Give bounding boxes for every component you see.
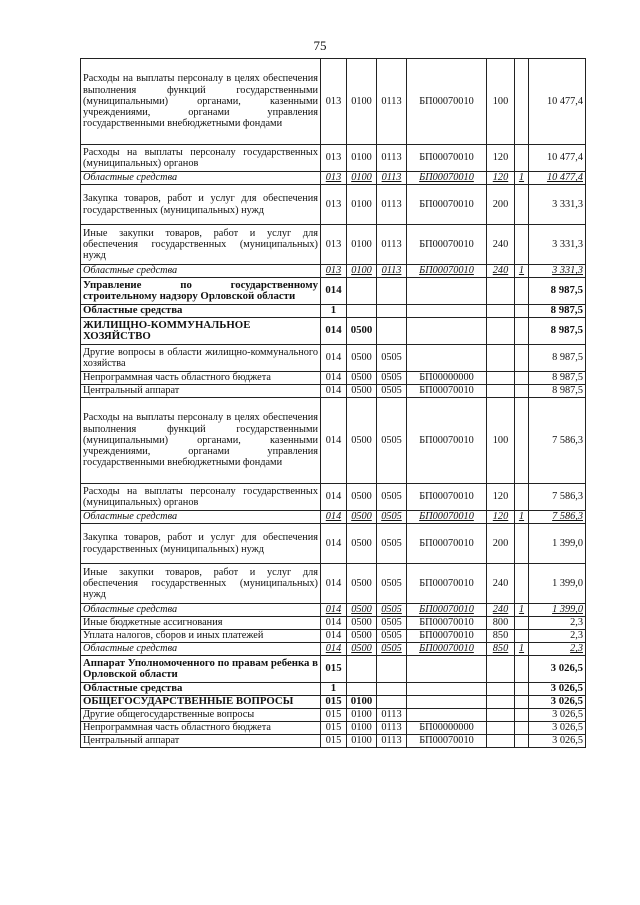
- row-admin-code: 013: [321, 172, 347, 185]
- table-row: [81, 265, 586, 278]
- row-amount: 8 987,5: [529, 372, 586, 385]
- row-target-code: [407, 278, 487, 305]
- table-row: [81, 372, 586, 385]
- table-row: [81, 722, 586, 735]
- row-source-code: [515, 735, 529, 748]
- row-expense-type-code: 120: [487, 145, 515, 172]
- row-expense-type-code: 850: [487, 630, 515, 643]
- row-expense-type-code: 800: [487, 617, 515, 630]
- row-section-code: 0100: [347, 709, 377, 722]
- row-amount: 8 987,5: [529, 385, 586, 398]
- row-source-code: [515, 484, 529, 511]
- row-admin-code: 013: [321, 145, 347, 172]
- row-amount: 3 026,5: [529, 722, 586, 735]
- row-target-code: [407, 683, 487, 696]
- row-admin-code: 015: [321, 735, 347, 748]
- row-subsection-code: [377, 683, 407, 696]
- row-expense-type-code: 200: [487, 524, 515, 564]
- page-number: 75: [313, 38, 327, 53]
- row-amount: 8 987,5: [529, 278, 586, 305]
- row-section-code: 0100: [347, 185, 377, 225]
- row-section-code: 0100: [347, 59, 377, 145]
- row-expense-type-code: 240: [487, 265, 515, 278]
- row-expense-type-code: [487, 345, 515, 372]
- row-amount: 3 331,3: [529, 265, 586, 278]
- row-admin-code: 014: [321, 398, 347, 484]
- row-name: Иные закупки товаров, работ и услуг для обеспечения государственных (муниципальных) нужд: [81, 225, 321, 265]
- row-admin-code: 015: [321, 696, 347, 709]
- row-amount: 7 586,3: [529, 398, 586, 484]
- table-row: [81, 735, 586, 748]
- row-subsection-code: 0505: [377, 524, 407, 564]
- row-target-code: [407, 709, 487, 722]
- row-amount: 2,3: [529, 643, 586, 656]
- row-source-code: [515, 722, 529, 735]
- row-name: Расходы на выплаты персоналу государственных (муниципальных) органов: [81, 145, 321, 172]
- row-subsection-code: 0505: [377, 372, 407, 385]
- row-name: Расходы на выплаты персоналу в целях обеспечения выполнения функций государственными (муниципальными) органами, казенными учреждениями, органами управления государственными внебюджетными фондами: [81, 59, 321, 145]
- row-target-code: БП00070010: [407, 511, 487, 524]
- row-target-code: БП00070010: [407, 225, 487, 265]
- row-name: Управление по государственному строительному надзору Орловской области: [81, 278, 321, 305]
- row-section-code: 0500: [347, 524, 377, 564]
- table-row: [81, 630, 586, 643]
- row-section-code: 0500: [347, 484, 377, 511]
- row-section-code: 0500: [347, 564, 377, 604]
- table-row: [81, 318, 586, 345]
- row-target-code: БП00070010: [407, 59, 487, 145]
- row-section-code: 0100: [347, 696, 377, 709]
- row-section-code: 0100: [347, 722, 377, 735]
- row-source-code: [515, 683, 529, 696]
- row-admin-code: 014: [321, 630, 347, 643]
- row-amount: 8 987,5: [529, 305, 586, 318]
- row-subsection-code: 0505: [377, 398, 407, 484]
- row-admin-code: 014: [321, 345, 347, 372]
- table-row: [81, 564, 586, 604]
- row-subsection-code: 0113: [377, 722, 407, 735]
- row-expense-type-code: 240: [487, 225, 515, 265]
- row-amount: 1 399,0: [529, 604, 586, 617]
- row-section-code: 0500: [347, 318, 377, 345]
- row-admin-code: 014: [321, 604, 347, 617]
- row-name: Иные закупки товаров, работ и услуг для обеспечения государственных (муниципальных) нужд: [81, 564, 321, 604]
- row-target-code: БП00070010: [407, 172, 487, 185]
- row-target-code: БП00000000: [407, 372, 487, 385]
- table-row: [81, 511, 586, 524]
- row-section-code: 0500: [347, 398, 377, 484]
- row-source-code: [515, 656, 529, 683]
- row-subsection-code: 0113: [377, 59, 407, 145]
- row-source-code: [515, 696, 529, 709]
- row-amount: 8 987,5: [529, 345, 586, 372]
- row-name: Закупка товаров, работ и услуг для обеспечения государственных (муниципальных) нужд: [81, 524, 321, 564]
- row-admin-code: 014: [321, 385, 347, 398]
- row-source-code: [515, 398, 529, 484]
- row-admin-code: 1: [321, 305, 347, 318]
- row-amount: 7 586,3: [529, 511, 586, 524]
- row-source-code: [515, 278, 529, 305]
- row-expense-type-code: 120: [487, 172, 515, 185]
- row-target-code: БП00070010: [407, 185, 487, 225]
- row-section-code: 0500: [347, 345, 377, 372]
- row-amount: 2,3: [529, 630, 586, 643]
- row-expense-type-code: [487, 696, 515, 709]
- table-row: [81, 484, 586, 511]
- row-admin-code: 013: [321, 225, 347, 265]
- row-expense-type-code: 120: [487, 484, 515, 511]
- row-source-code: 1: [515, 172, 529, 185]
- row-name: Аппарат Уполномоченного по правам ребенка в Орловской области: [81, 656, 321, 683]
- table-row: [81, 696, 586, 709]
- row-admin-code: 015: [321, 656, 347, 683]
- row-amount: 10 477,4: [529, 59, 586, 145]
- row-subsection-code: 0113: [377, 735, 407, 748]
- row-subsection-code: 0505: [377, 385, 407, 398]
- row-admin-code: 015: [321, 709, 347, 722]
- row-source-code: 1: [515, 643, 529, 656]
- row-target-code: [407, 305, 487, 318]
- table-row: [81, 683, 586, 696]
- row-source-code: [515, 709, 529, 722]
- row-name: Центральный аппарат: [81, 735, 321, 748]
- row-subsection-code: [377, 318, 407, 345]
- row-name: Областные средства: [81, 511, 321, 524]
- row-amount: 3 026,5: [529, 709, 586, 722]
- row-amount: 3 331,3: [529, 185, 586, 225]
- row-admin-code: 014: [321, 278, 347, 305]
- row-name: Непрограммная часть областного бюджета: [81, 372, 321, 385]
- row-target-code: БП00070010: [407, 617, 487, 630]
- row-expense-type-code: [487, 656, 515, 683]
- table-row: [81, 643, 586, 656]
- row-subsection-code: 0113: [377, 709, 407, 722]
- row-admin-code: 014: [321, 484, 347, 511]
- row-amount: 2,3: [529, 617, 586, 630]
- row-expense-type-code: [487, 385, 515, 398]
- row-source-code: 1: [515, 604, 529, 617]
- row-target-code: БП00070010: [407, 385, 487, 398]
- row-amount: 3 026,5: [529, 656, 586, 683]
- row-source-code: [515, 564, 529, 604]
- row-target-code: БП00070010: [407, 484, 487, 511]
- row-name: Расходы на выплаты персоналу государственных (муниципальных) органов: [81, 484, 321, 511]
- row-subsection-code: [377, 278, 407, 305]
- row-subsection-code: 0505: [377, 604, 407, 617]
- row-expense-type-code: [487, 305, 515, 318]
- row-amount: 7 586,3: [529, 484, 586, 511]
- table-row: [81, 656, 586, 683]
- row-amount: 10 477,4: [529, 145, 586, 172]
- table-row: [81, 345, 586, 372]
- row-admin-code: 013: [321, 265, 347, 278]
- row-source-code: [515, 185, 529, 225]
- row-target-code: БП00070010: [407, 398, 487, 484]
- row-section-code: [347, 278, 377, 305]
- table-row: [81, 524, 586, 564]
- row-source-code: 1: [515, 265, 529, 278]
- row-section-code: 0100: [347, 735, 377, 748]
- row-subsection-code: 0505: [377, 564, 407, 604]
- row-target-code: БП00070010: [407, 564, 487, 604]
- row-target-code: БП00070010: [407, 145, 487, 172]
- row-name: Центральный аппарат: [81, 385, 321, 398]
- row-source-code: [515, 145, 529, 172]
- row-subsection-code: 0113: [377, 265, 407, 278]
- row-section-code: 0500: [347, 385, 377, 398]
- row-expense-type-code: 850: [487, 643, 515, 656]
- row-amount: 10 477,4: [529, 172, 586, 185]
- row-admin-code: 014: [321, 617, 347, 630]
- row-admin-code: 014: [321, 318, 347, 345]
- row-section-code: 0100: [347, 172, 377, 185]
- row-section-code: 0500: [347, 604, 377, 617]
- row-admin-code: 014: [321, 643, 347, 656]
- row-target-code: БП00070010: [407, 265, 487, 278]
- row-expense-type-code: 200: [487, 185, 515, 225]
- row-expense-type-code: 100: [487, 59, 515, 145]
- row-name: Областные средства: [81, 643, 321, 656]
- row-name: Другие вопросы в области жилищно-коммунального хозяйства: [81, 345, 321, 372]
- row-expense-type-code: [487, 372, 515, 385]
- row-section-code: 0100: [347, 145, 377, 172]
- table-row: [81, 305, 586, 318]
- table-row: [81, 709, 586, 722]
- row-admin-code: 014: [321, 372, 347, 385]
- row-admin-code: 1: [321, 683, 347, 696]
- row-name: Областные средства: [81, 265, 321, 278]
- row-target-code: БП00070010: [407, 735, 487, 748]
- row-subsection-code: 0505: [377, 484, 407, 511]
- row-source-code: [515, 372, 529, 385]
- row-subsection-code: 0113: [377, 225, 407, 265]
- row-target-code: БП00000000: [407, 722, 487, 735]
- row-section-code: [347, 305, 377, 318]
- row-source-code: [515, 225, 529, 265]
- row-name: Непрограммная часть областного бюджета: [81, 722, 321, 735]
- row-amount: 1 399,0: [529, 564, 586, 604]
- row-name: Областные средства: [81, 604, 321, 617]
- table-row: [81, 604, 586, 617]
- table-body: [81, 59, 586, 748]
- table-row: [81, 185, 586, 225]
- row-source-code: [515, 385, 529, 398]
- row-name: Областные средства: [81, 683, 321, 696]
- row-source-code: [515, 59, 529, 145]
- row-subsection-code: [377, 656, 407, 683]
- row-admin-code: 013: [321, 59, 347, 145]
- row-subsection-code: 0505: [377, 511, 407, 524]
- table-row: [81, 385, 586, 398]
- table-row: [81, 225, 586, 265]
- row-target-code: [407, 318, 487, 345]
- row-section-code: 0500: [347, 617, 377, 630]
- row-name: Уплата налогов, сборов и иных платежей: [81, 630, 321, 643]
- row-target-code: БП00070010: [407, 643, 487, 656]
- table-row: [81, 59, 586, 145]
- row-name: Иные бюджетные ассигнования: [81, 617, 321, 630]
- row-amount: 1 399,0: [529, 524, 586, 564]
- row-amount: 3 026,5: [529, 683, 586, 696]
- table-row: [81, 172, 586, 185]
- row-admin-code: 013: [321, 185, 347, 225]
- table-row: [81, 617, 586, 630]
- row-target-code: БП00070010: [407, 524, 487, 564]
- row-target-code: БП00070010: [407, 630, 487, 643]
- row-name: Закупка товаров, работ и услуг для обеспечения государственных (муниципальных) нужд: [81, 185, 321, 225]
- row-expense-type-code: 100: [487, 398, 515, 484]
- row-source-code: [515, 318, 529, 345]
- row-subsection-code: 0505: [377, 630, 407, 643]
- row-subsection-code: 0505: [377, 617, 407, 630]
- row-subsection-code: 0113: [377, 172, 407, 185]
- row-section-code: 0100: [347, 265, 377, 278]
- row-source-code: 1: [515, 511, 529, 524]
- row-subsection-code: [377, 696, 407, 709]
- row-expense-type-code: 240: [487, 564, 515, 604]
- row-name: Расходы на выплаты персоналу в целях обеспечения выполнения функций государственными (муниципальными) органами, казенными учреждениями, органами управления государственными внебюджетными фондами: [81, 398, 321, 484]
- row-expense-type-code: 120: [487, 511, 515, 524]
- table-row: [81, 398, 586, 484]
- row-name: ЖИЛИЩНО-КОММУНАЛЬНОЕ ХОЗЯЙСТВО: [81, 318, 321, 345]
- table-row: [81, 145, 586, 172]
- row-target-code: [407, 656, 487, 683]
- row-name: Областные средства: [81, 172, 321, 185]
- row-expense-type-code: 240: [487, 604, 515, 617]
- row-target-code: БП00070010: [407, 604, 487, 617]
- row-target-code: [407, 696, 487, 709]
- row-section-code: [347, 683, 377, 696]
- budget-table: [80, 58, 586, 748]
- row-expense-type-code: [487, 709, 515, 722]
- table-row: [81, 278, 586, 305]
- row-amount: 3 026,5: [529, 735, 586, 748]
- row-source-code: [515, 305, 529, 318]
- row-expense-type-code: [487, 683, 515, 696]
- row-name: ОБЩЕГОСУДАРСТВЕННЫЕ ВОПРОСЫ: [81, 696, 321, 709]
- row-subsection-code: [377, 305, 407, 318]
- row-admin-code: 014: [321, 524, 347, 564]
- row-name: Областные средства: [81, 305, 321, 318]
- row-section-code: 0100: [347, 225, 377, 265]
- row-source-code: [515, 345, 529, 372]
- row-subsection-code: 0113: [377, 185, 407, 225]
- row-admin-code: 014: [321, 564, 347, 604]
- row-section-code: 0500: [347, 630, 377, 643]
- row-amount: 3 026,5: [529, 696, 586, 709]
- row-name: Другие общегосударственные вопросы: [81, 709, 321, 722]
- row-expense-type-code: [487, 722, 515, 735]
- row-amount: 3 331,3: [529, 225, 586, 265]
- row-target-code: [407, 345, 487, 372]
- row-section-code: [347, 656, 377, 683]
- row-section-code: 0500: [347, 372, 377, 385]
- row-source-code: [515, 617, 529, 630]
- row-section-code: 0500: [347, 643, 377, 656]
- row-expense-type-code: [487, 278, 515, 305]
- row-expense-type-code: [487, 735, 515, 748]
- row-source-code: [515, 630, 529, 643]
- row-source-code: [515, 524, 529, 564]
- row-subsection-code: 0113: [377, 145, 407, 172]
- row-subsection-code: 0505: [377, 643, 407, 656]
- row-admin-code: 015: [321, 722, 347, 735]
- row-amount: 8 987,5: [529, 318, 586, 345]
- row-expense-type-code: [487, 318, 515, 345]
- row-subsection-code: 0505: [377, 345, 407, 372]
- row-admin-code: 014: [321, 511, 347, 524]
- row-section-code: 0500: [347, 511, 377, 524]
